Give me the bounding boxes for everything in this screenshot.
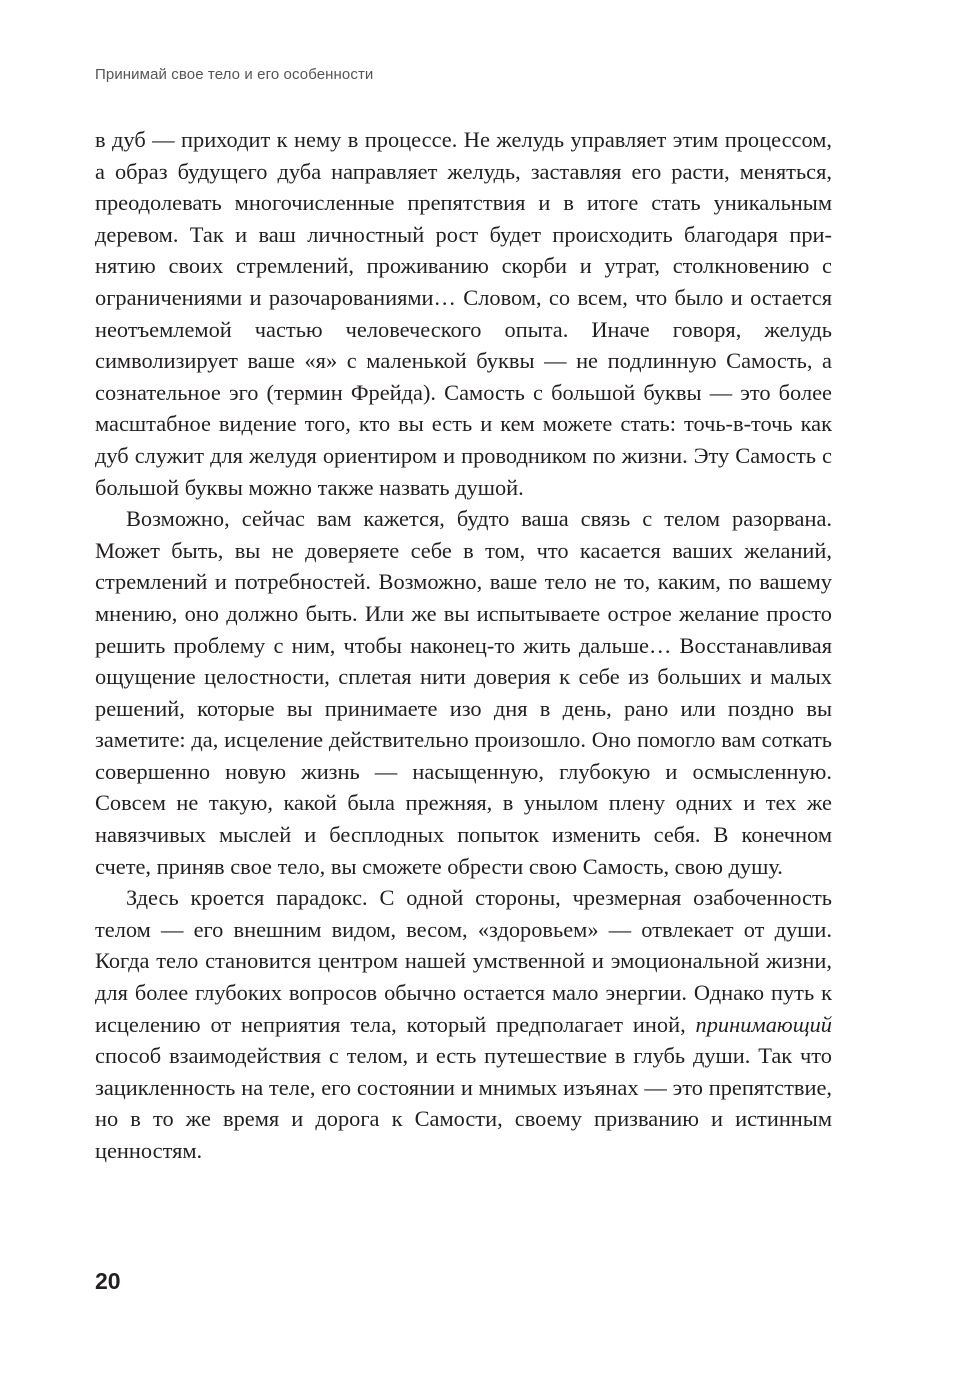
- paragraph-2: Возможно, сейчас вам кажется, будто ваша связь с телом разорвана. Может быть, вы не доверяете себе в том, что касается ваших желаний, стремлений и потребностей. Возможно, ваше тело не то, каким, по вашему мнению, оно должно быть. Или же вы испытываете острое желание просто решить проблему с ним, чтобы наконец-то жить дальше… Восстанавливая ощущение целостности, сплетая нити доверия к себе из больших и малых решений, которые вы принимаете изо дня в день, рано или поздно вы заметите: да, исцеление действительно произошло. Оно помогло вам соткать совершенно новую жизнь — насыщенную, глубокую и осмысленную. Совсем не такую, какой была прежняя, в унылом плену одних и тех же навязчивых мыслей и бесплодных попыток изменить себя. В конечном счете, приняв свое тело, вы сможете обрести свою Самость, свою душу.: [95, 506, 832, 879]
- paragraph-3-text-after: способ взаимодействия с телом, и есть путешествие в глубь души. Так что зацикленность на теле, его состоянии и мнимых изъянах — это препятствие, но в то же время и дорога к Самости, своему призванию и истинным ценностям.: [95, 1043, 832, 1163]
- paragraph-3: [95, 882, 832, 1166]
- paragraph-3-italic-word: принимающий: [695, 1011, 832, 1037]
- paragraph-1: в дуб — приходит к нему в процессе. Не желудь управляет этим процессом, а образ будущего дуба направляет желудь, заставляя его расти, меняться, преодолевать многочисленные препятствия и в итоге стать уникальным деревом. Так и ваш личностный рост будет происходить благодаря принятию своих стремлений, проживанию скорби и утрат, столкновению с ограничениями и разочарованиями… Словом, со всем, что было и остается неотъемлемой частью человеческого опыта. Иначе говоря, желудь символизирует ваше «я» с маленькой буквы — не подлинную Самость, а сознательное эго (термин Фрейда). Самость с большой буквы — это более масштабное видение того, кто вы есть и кем можете стать: точь-в-точь как дуб служит для желудя ориентиром и проводником по жизни. Эту Самость с большой буквы можно также назвать душой.: [95, 127, 832, 500]
- page-number: 20: [95, 1268, 121, 1294]
- paragraph-3-text-before: Здесь кроется парадокс. С одной стороны, чрезмерная озабоченность телом — его внешним видом, весом, «здоровьем» — отвлекает от души. Когда тело становится центром нашей умственной и эмоциональной жизни, для более глубоких вопросов обычно остается мало энергии. Однако путь к исцелению от неприятия тела, который предполагает иной,: [95, 885, 832, 1037]
- body-text: [95, 124, 832, 1167]
- running-head: Принимай свое тело и его особенности: [95, 66, 374, 83]
